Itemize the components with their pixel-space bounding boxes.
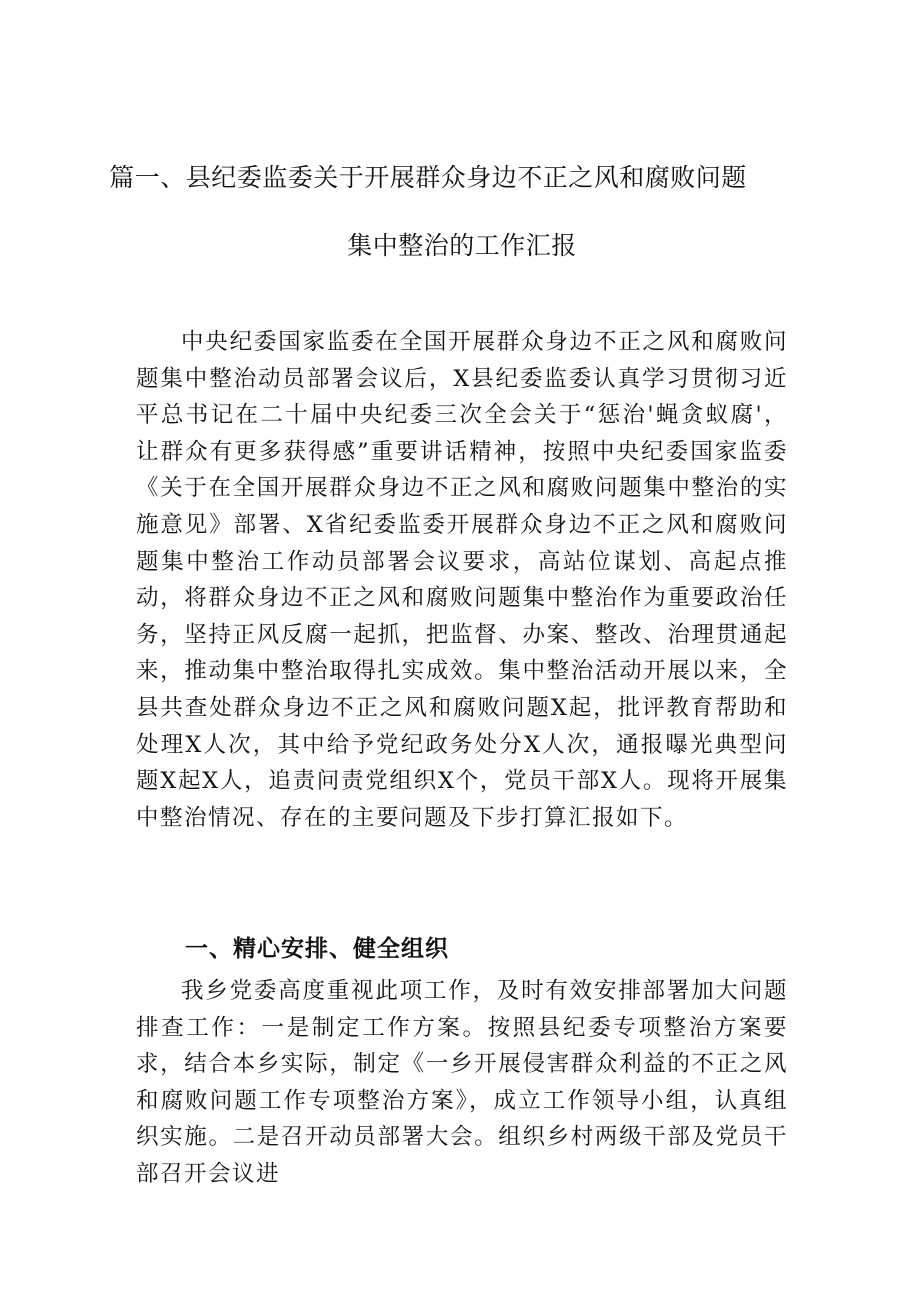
intro-paragraph: 中央纪委国家监委在全国开展群众身边不正之风和腐败问题集中整治动员部署会议后，X县纪委监委认真学习贯彻习近平总书记在二十届中央纪委三次全会关于“惩治'蝇贪蚁腐'，让群众有更多获得感”重要讲话精神，按照中央纪委国家监委《关于在全国开展群众身边不正之风和腐败问题集中整治的实施意见》部署、X省纪委监委开展群众身边不正之风和腐败问题集中整治工作动员部署会议要求，高站位谋划、高起点推动，将群众身边不正之风和腐败问题集中整治作为重要政治任务，坚持正风反腐一起抓，把监督、办案、整改、治理贯通起来，推动集中整治取得扎实成效。集中整治活动开展以来，全县共查处群众身边不正之风和腐败问题X起，批评教育帮助和处理X人次，其中给予党纪政务处分X人次，通报曝光典型问题X起X人，追责问责党组织X个，党员干部X人。现将开展集中整治情况、存在的主要问题及下步打算汇报如下。 bbox=[136, 329, 788, 831]
document-title-line-2: 集中整治的工作汇报 bbox=[347, 231, 577, 260]
section-1-paragraph: 我乡党委高度重视此项工作，及时有效安排部署加大问题排查工作：一是制定工作方案。按照县纪委专项整治方案要求，结合本乡实际，制定《一乡开展侵害群众利益的不正之风和腐败问题工作专项整治方案》，成立工作领导小组，认真组织实施。二是召开动员部署大会。组织乡村两级干部及党员干部召开会议进 bbox=[136, 978, 788, 1187]
document-title-line-1: 篇一、县纪委监委关于开展群众身边不正之风和腐败问题 bbox=[109, 163, 747, 192]
section-heading-1: 一、精心安排、健全组织 bbox=[185, 936, 449, 962]
